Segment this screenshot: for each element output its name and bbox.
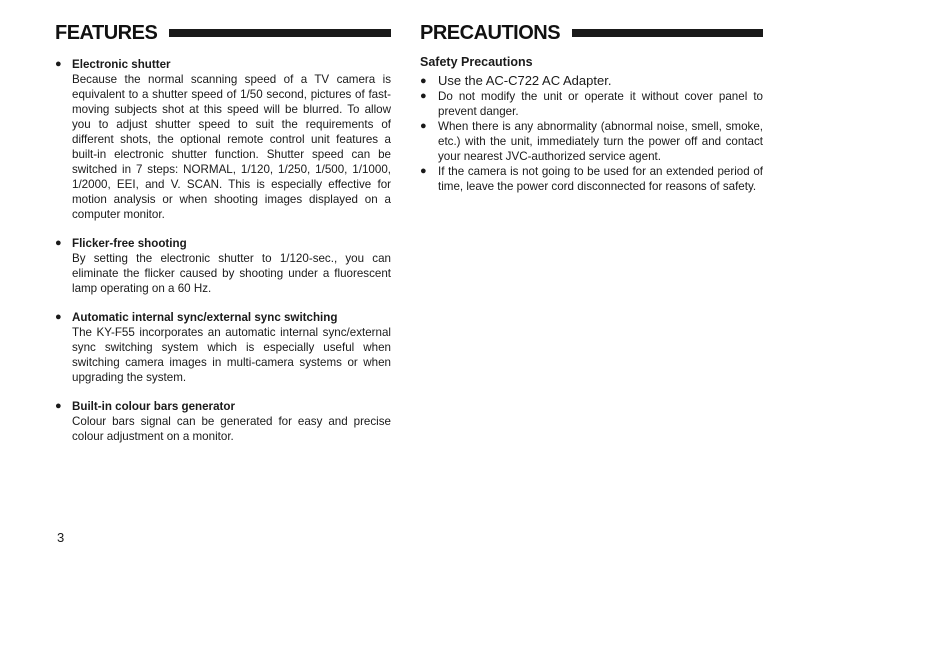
precaution-text: When there is any abnormality (abnormal noise, smell, smoke, etc.) with the unit, immediately turn the power off and contact your nearest JVC-authorized service agent. (438, 120, 763, 163)
bullet-icon: ● (55, 58, 62, 70)
precaution-item-adapter (420, 73, 763, 89)
safety-precautions-subheading: Safety Precautions (420, 55, 533, 69)
feature-title: Electronic shutter (72, 58, 171, 71)
feature-item-flicker-free (55, 236, 391, 296)
bullet-icon: ● (55, 237, 62, 249)
bullet-icon: ● (55, 311, 62, 323)
feature-item-electronic-shutter (55, 57, 391, 222)
precautions-heading-rule (572, 29, 763, 37)
precaution-item-power-cord (420, 164, 763, 194)
feature-title: Built-in colour bars generator (72, 400, 235, 413)
precautions-section (420, 20, 763, 194)
precaution-item-modify (420, 89, 763, 119)
features-heading-rule (169, 29, 391, 37)
bullet-icon: ● (420, 75, 427, 87)
bullet-icon: ● (420, 90, 427, 102)
bullet-icon: ● (55, 400, 62, 412)
feature-item-colour-bars (55, 399, 391, 444)
precautions-heading-row (420, 20, 763, 46)
feature-title: Automatic internal sync/external sync switching (72, 311, 338, 324)
feature-text: By setting the electronic shutter to 1/120-sec., you can eliminate the flicker caused by shooting under a fluorescent lamp operating on a 60 Hz. (72, 252, 391, 295)
precaution-text: If the camera is not going to be used for an extended period of time, leave the power cord disconnected for reasons of safety. (438, 165, 763, 193)
bullet-icon: ● (420, 120, 427, 132)
page-number: 3 (57, 530, 65, 545)
precaution-item-abnormality (420, 119, 763, 164)
feature-text: The KY-F55 incorporates an automatic internal sync/external sync switching system which is especially useful when switching camera images in multi-camera systems or when upgrading the system. (72, 326, 391, 384)
feature-title: Flicker-free shooting (72, 237, 187, 250)
precaution-text: Use the AC-C722 AC Adapter. (438, 73, 612, 88)
features-heading: FEATURES (55, 21, 158, 44)
precautions-heading: PRECAUTIONS (420, 21, 561, 44)
feature-item-sync-switching (55, 310, 391, 385)
precaution-text: Do not modify the unit or operate it without cover panel to prevent danger. (438, 90, 763, 118)
features-heading-row (55, 20, 391, 46)
features-section (55, 20, 391, 444)
feature-text: Colour bars signal can be generated for easy and precise colour adjustment on a monitor. (72, 415, 391, 443)
bullet-icon: ● (420, 165, 427, 177)
feature-text: Because the normal scanning speed of a TV camera is equivalent to a shutter speed of 1/50 second, pictures of fast-moving subjects shot at this speed will be blurred. To allow you to adjust shutter speed to suit the requirements of different shots, the optional remote control unit features a built-in electronic shutter function. Shutter speed can be switched in 7 steps: NORMAL, 1/120, 1/250, 1/500, 1/1000, 1/2000, EEI, and V. SCAN. This is especially effective for motion analysis or when shooting images displayed on a computer monitor. (72, 73, 391, 221)
